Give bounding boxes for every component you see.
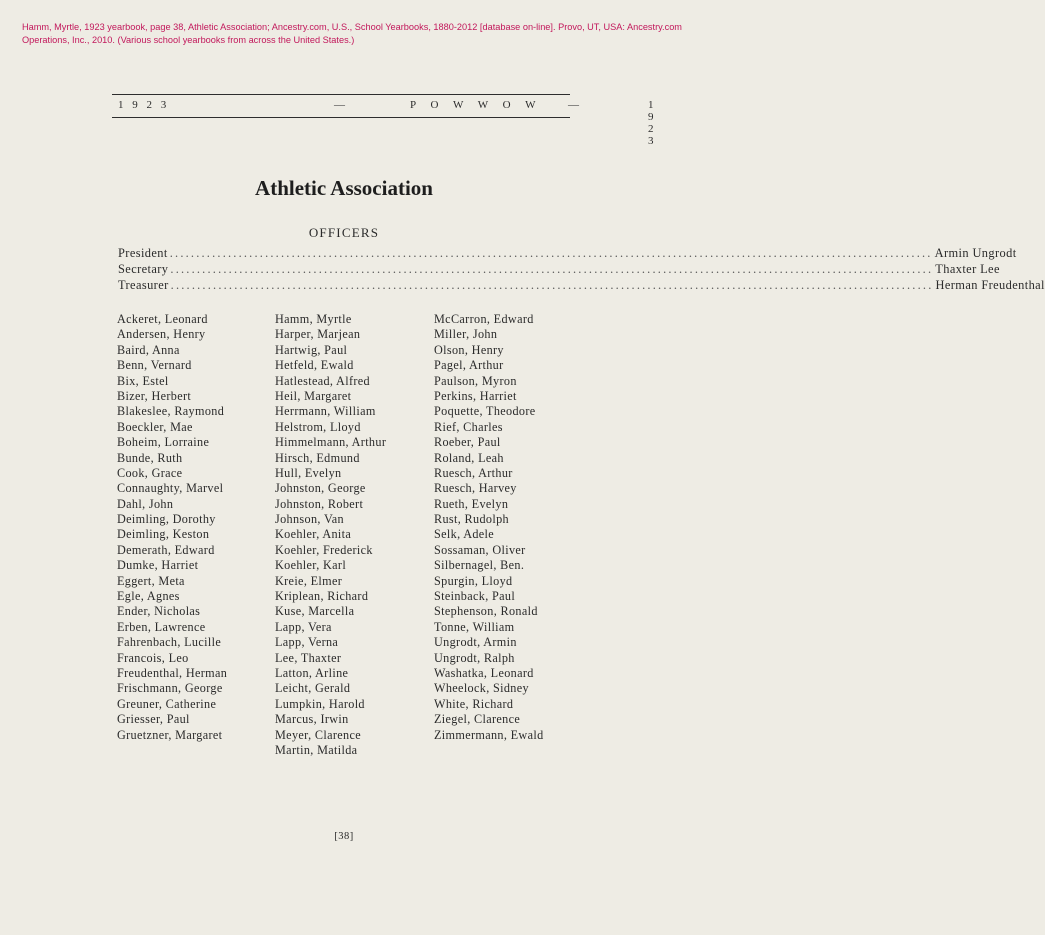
officer-role: Secretary <box>118 262 169 276</box>
header-rule-top <box>112 94 570 95</box>
member-name: Bunde, Ruth <box>117 450 183 465</box>
member-name: Boheim, Lorraine <box>117 435 210 450</box>
member-name: Meyer, Clarence <box>275 727 361 742</box>
member-name: Himmelmann, Arthur <box>275 435 387 450</box>
running-head-year-left: 1 9 2 3 <box>118 99 170 111</box>
member-name: Egle, Agnes <box>117 589 180 604</box>
dot-leader <box>170 246 933 261</box>
member-name: Koehler, Anita <box>275 527 352 542</box>
member-name: Helstrom, Lloyd <box>275 419 361 434</box>
member-name: Silbernagel, Ben. <box>434 558 525 573</box>
officer-row <box>118 246 1017 262</box>
member-name: Benn, Vernard <box>117 358 192 373</box>
member-name: Hamm, Myrtle <box>275 312 352 326</box>
member-name: Frischmann, George <box>117 681 223 696</box>
officers-list <box>118 246 1045 294</box>
member-name: Gruetzner, Margaret <box>117 727 223 742</box>
officer-name: Herman Freudenthal <box>935 278 1045 292</box>
member-name: Rueth, Evelyn <box>434 496 509 511</box>
member-name: Hetfeld, Ewald <box>275 358 354 373</box>
member-name: Lapp, Verna <box>275 635 339 650</box>
members-column-1 <box>117 312 227 743</box>
member-name: Latton, Arline <box>275 665 349 680</box>
citation-header <box>22 21 682 47</box>
member-name: Heil, Margaret <box>275 388 352 403</box>
member-name: Johnston, George <box>275 481 366 496</box>
member-name: Rief, Charles <box>434 419 503 434</box>
officer-name: Armin Ungrodt <box>934 246 1017 260</box>
officer-row <box>118 278 1045 294</box>
member-name: Herrmann, William <box>275 404 376 419</box>
member-name: Washatka, Leonard <box>434 665 534 680</box>
officers-heading: OFFICERS <box>308 225 380 240</box>
members-column-3 <box>434 312 544 743</box>
member-name: Poquette, Theodore <box>434 404 536 419</box>
member-name: Dumke, Harriet <box>117 558 199 573</box>
member-name: Johnston, Robert <box>275 496 364 511</box>
member-name: Tonne, William <box>434 619 515 634</box>
running-head-dash-right: — <box>568 99 579 111</box>
running-head-title: P O W W O W <box>410 99 542 111</box>
member-name: Paulson, Myron <box>434 373 517 388</box>
member-name: Rust, Rudolph <box>434 512 509 527</box>
member-name: Hull, Evelyn <box>275 465 342 480</box>
member-name: Freudenthal, Herman <box>117 665 228 680</box>
member-name: Ungrodt, Armin <box>434 635 517 650</box>
member-name: Johnson, Van <box>275 512 344 527</box>
member-name: Ackeret, Leonard <box>117 312 208 326</box>
member-name: Olson, Henry <box>434 342 504 357</box>
member-name: Bix, Estel <box>117 373 169 388</box>
member-name: Lumpkin, Harold <box>275 696 365 711</box>
member-name: Erben, Lawrence <box>117 619 206 634</box>
member-name: Miller, John <box>434 327 498 342</box>
running-head <box>112 99 657 147</box>
member-name: Koehler, Frederick <box>275 542 373 557</box>
member-name: Demerath, Edward <box>117 542 215 557</box>
member-name: Blakeslee, Raymond <box>117 404 225 419</box>
member-name: Roland, Leah <box>434 450 504 465</box>
member-name: Fahrenbach, Lucille <box>117 635 222 650</box>
member-name: Boeckler, Mae <box>117 419 193 434</box>
member-name: Lapp, Vera <box>275 619 332 634</box>
member-name: Ender, Nicholas <box>117 604 201 619</box>
member-name: Leicht, Gerald <box>275 681 351 696</box>
page-title: Athletic Association <box>255 176 433 200</box>
running-head-dash-left: — <box>334 99 345 111</box>
member-name: Greuner, Catherine <box>117 696 217 711</box>
member-name: Ruesch, Harvey <box>434 481 517 496</box>
citation-line-1: Hamm, Myrtle, 1923 yearbook, page 38, Athletic Association; Ancestry.com, U.S., School Yearbooks, 1880-2012 [database on-line]. Provo, UT, USA: Ancestry.com <box>22 22 682 32</box>
member-name: Deimling, Keston <box>117 527 210 542</box>
member-name: Wheelock, Sidney <box>434 681 529 696</box>
header-rule-bottom <box>112 117 570 118</box>
member-name: Marcus, Irwin <box>275 712 349 727</box>
member-name: Kreie, Elmer <box>275 573 343 588</box>
member-name: Selk, Adele <box>434 527 495 542</box>
page-number: [38] <box>334 831 354 842</box>
member-name: Baird, Anna <box>117 342 180 357</box>
member-name: Kriplean, Richard <box>275 589 369 604</box>
officer-role: Treasurer <box>118 278 169 292</box>
member-name: Spurgin, Lloyd <box>434 573 513 588</box>
member-name: Lee, Thaxter <box>275 650 342 665</box>
member-name: Zimmermann, Ewald <box>434 727 544 742</box>
member-name: Dahl, John <box>117 496 174 511</box>
member-name: White, Richard <box>434 696 514 711</box>
member-name: Cook, Grace <box>117 465 183 480</box>
members-column-2 <box>275 312 386 758</box>
member-name: Kuse, Marcella <box>275 604 355 619</box>
member-name: Deimling, Dorothy <box>117 512 216 527</box>
member-name: Bizer, Herbert <box>117 388 192 403</box>
member-name: Griesser, Paul <box>117 712 190 727</box>
officer-row <box>118 262 1000 278</box>
member-name: Connaughty, Marvel <box>117 481 224 496</box>
member-name: Francois, Leo <box>117 650 189 665</box>
member-name: Eggert, Meta <box>117 573 185 588</box>
member-name: Steinback, Paul <box>434 589 516 604</box>
member-name: Koehler, Karl <box>275 558 347 573</box>
member-name: Pagel, Arthur <box>434 358 504 373</box>
member-name: Ziegel, Clarence <box>434 712 521 727</box>
member-name: McCarron, Edward <box>434 312 534 326</box>
officer-name: Thaxter Lee <box>935 262 1000 276</box>
member-name: Harper, Marjean <box>275 327 361 342</box>
dot-leader <box>170 262 933 277</box>
member-name: Sossaman, Oliver <box>434 542 526 557</box>
dot-leader <box>171 278 934 293</box>
member-name: Stephenson, Ronald <box>434 604 538 619</box>
member-name: Perkins, Harriet <box>434 388 517 403</box>
running-head-year-right: 1 9 2 3 <box>648 99 657 147</box>
citation-line-2: Operations, Inc., 2010. (Various school yearbooks from across the United States.) <box>22 35 355 45</box>
member-name: Roeber, Paul <box>434 435 501 450</box>
member-name: Ruesch, Arthur <box>434 465 513 480</box>
member-name: Hirsch, Edmund <box>275 450 360 465</box>
officer-role: President <box>118 246 168 260</box>
member-name: Hatlestead, Alfred <box>275 373 370 388</box>
member-name: Martin, Matilda <box>275 742 358 757</box>
member-name: Andersen, Henry <box>117 327 206 342</box>
member-name: Hartwig, Paul <box>275 342 348 357</box>
member-name: Ungrodt, Ralph <box>434 650 515 665</box>
